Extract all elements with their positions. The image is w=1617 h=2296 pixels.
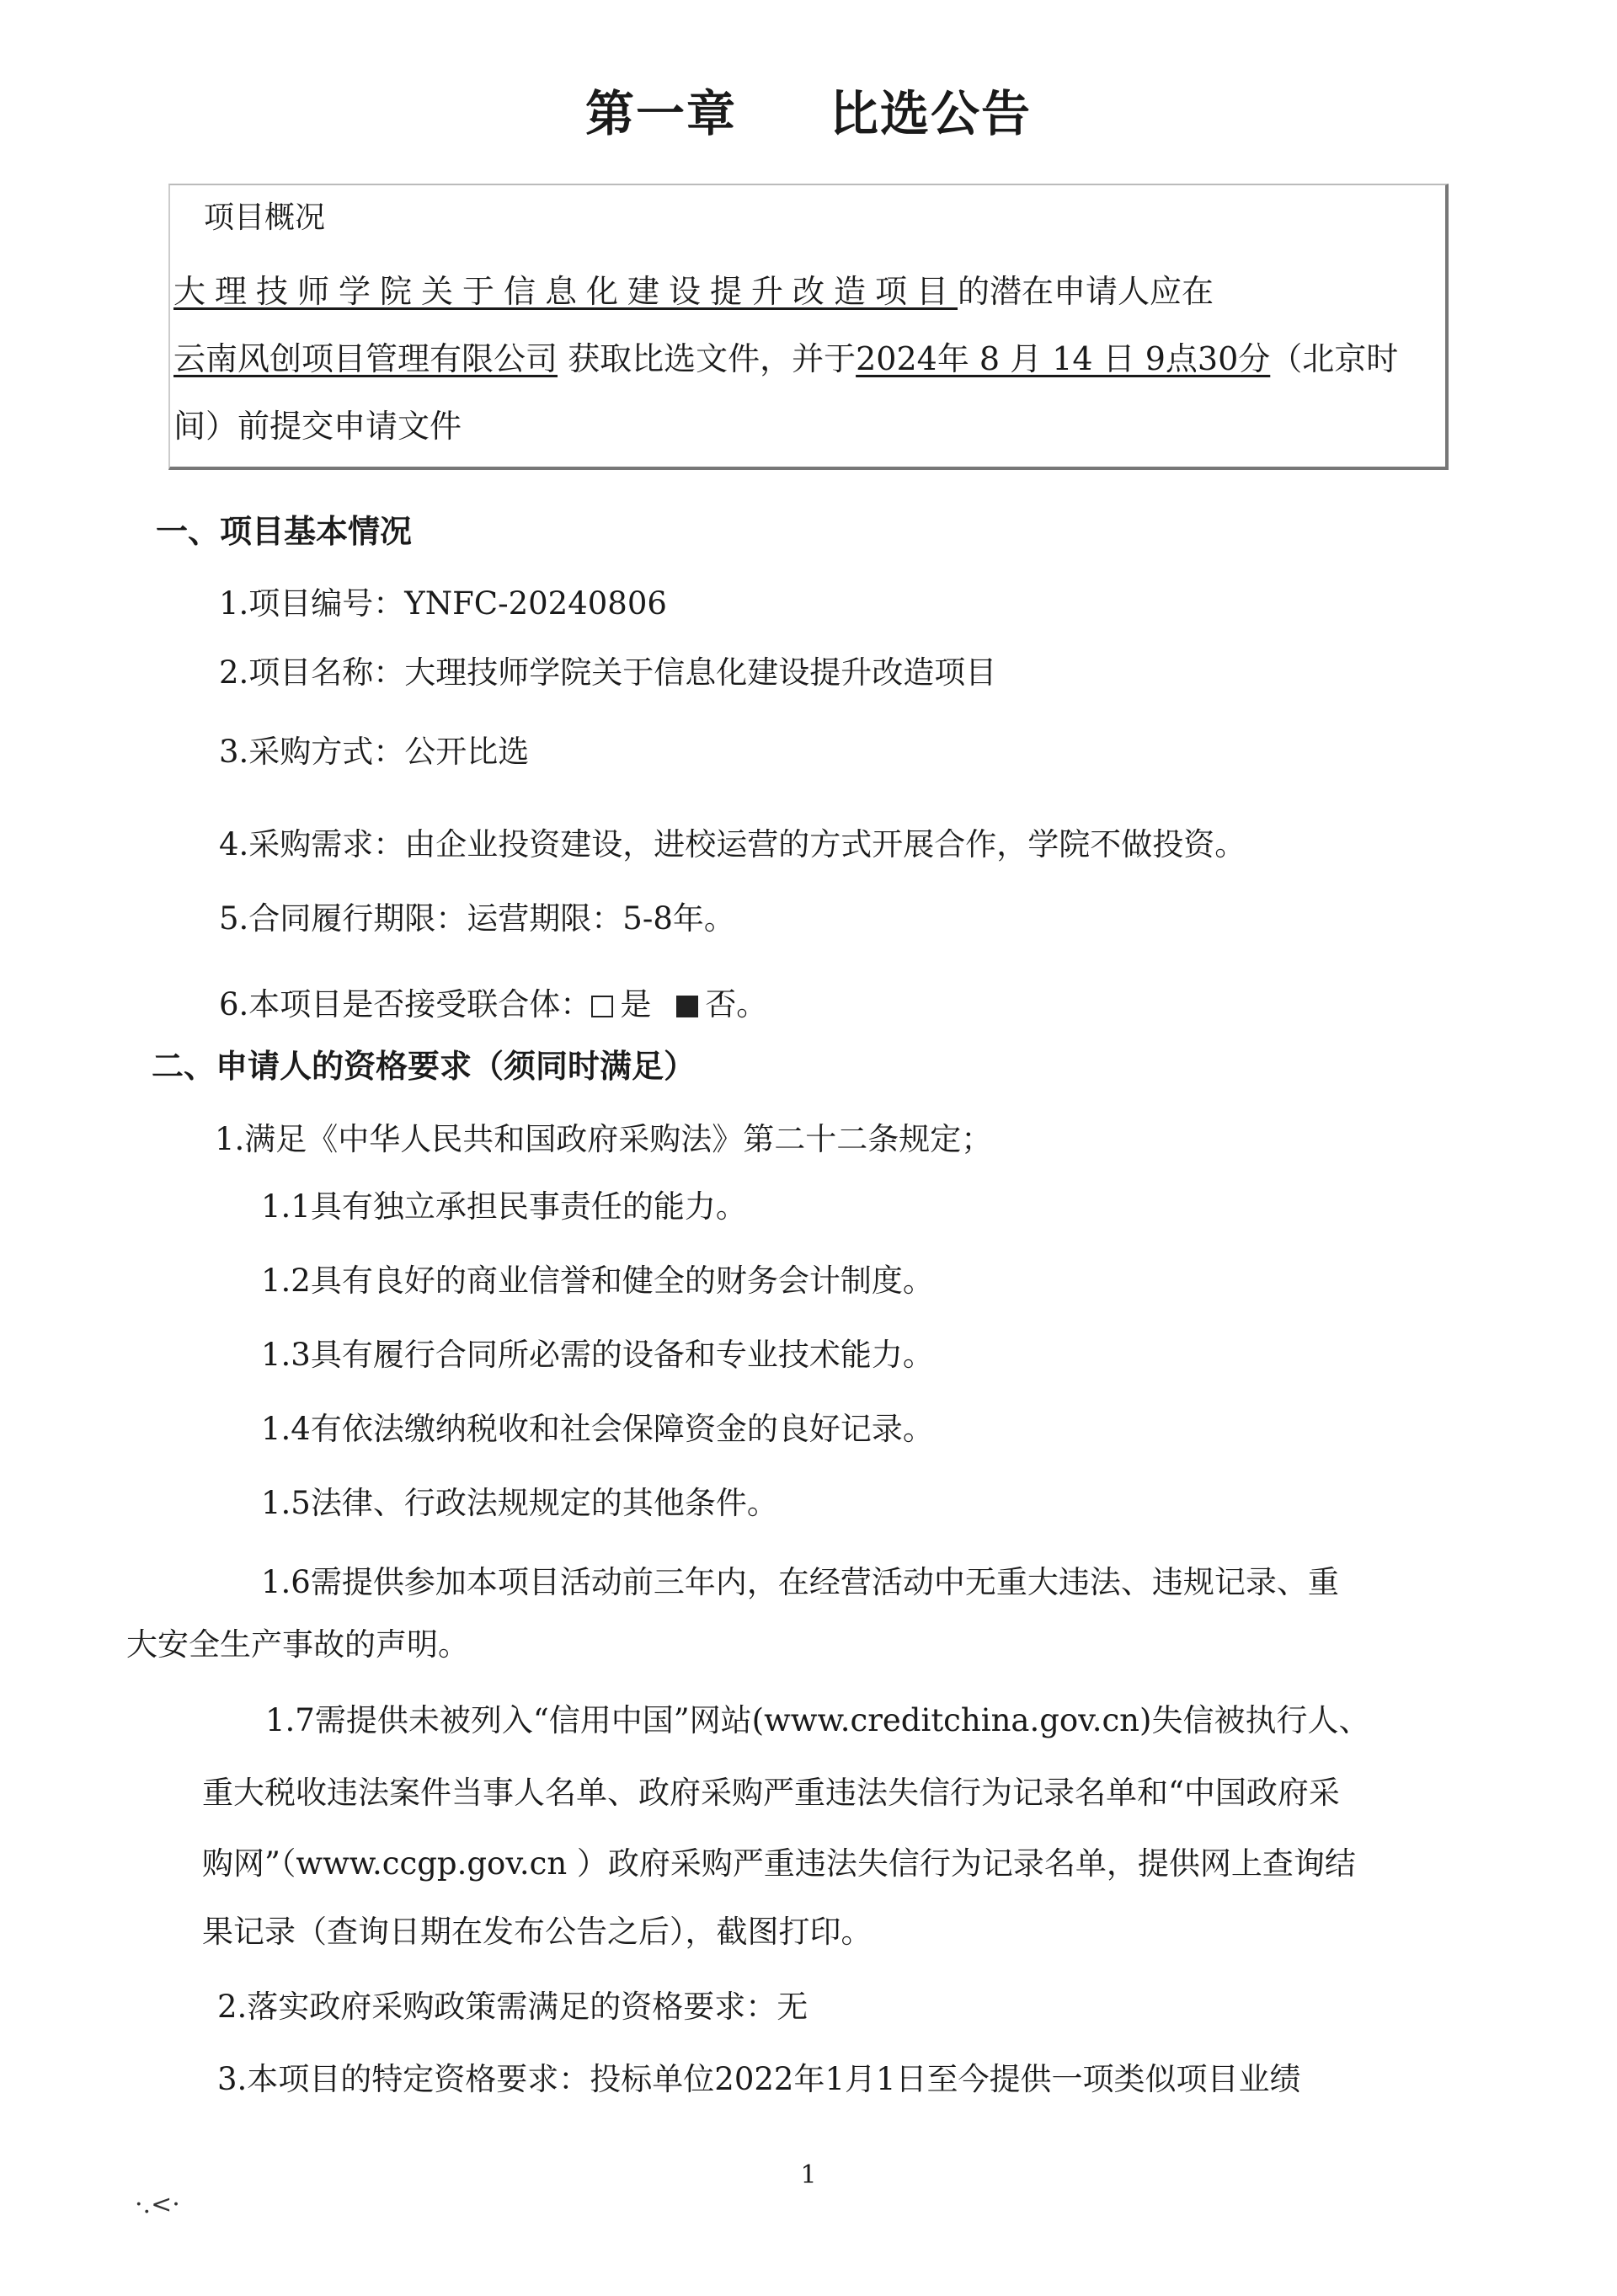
section-2-sub-1-1: 1.1具有独立承担民事责任的能力。: [261, 1188, 747, 1225]
section-1-item-3: 3.采购方式：公开比选: [219, 734, 530, 770]
chapter-name: 比选公告: [830, 85, 1033, 142]
section-2-item-1: 1.满足《中华人民共和国政府采购法》第二十二条规定；: [215, 1121, 993, 1157]
overview-text-2: 获取比选文件，并于: [558, 340, 857, 377]
consortium-question: 6.本项目是否接受联合体：: [219, 986, 592, 1023]
section-2-sub-1-5: 1.5法律、行政法规规定的其他条件。: [261, 1485, 778, 1521]
overview-line-1: [173, 265, 1214, 312]
section-2-sub-1-4: 1.4有依法缴纳税收和社会保障资金的良好记录。: [261, 1411, 934, 1447]
overview-deadline: 2024年 8 月 14 日 9点30分: [856, 340, 1271, 377]
section-1-item-1: 1.项目编号：YNFC-20240806: [219, 585, 667, 622]
section-2-sub-1-2: 1.2具有良好的商业信誉和健全的财务会计制度。: [261, 1263, 934, 1299]
section-1-item-2: 2.项目名称：大理技师学院关于信息化建设提升改造项目: [219, 654, 997, 691]
chapter-number: 第一章: [584, 85, 737, 142]
overview-line-2: [173, 333, 1398, 379]
section-2-sub-1-7-line-1: 1.7需提供未被列入“信用中国”网站(www.creditchina.gov.cn)失信被执行人、: [265, 1702, 1370, 1738]
overview-line-3: 间）前提交申请文件: [173, 408, 462, 445]
section-2-sub-1-6-line-1: 1.6需提供参加本项目活动前三年内，在经营活动中无重大违法、违规记录、重: [261, 1564, 1339, 1600]
project-overview-box: [168, 184, 1449, 470]
section-2-item-3: 3.本项目的特定资格要求：投标单位2022年1月1日至今提供一项类似项目业绩: [217, 2061, 1301, 2097]
page-number: 1: [800, 2160, 817, 2190]
section-2-item-2: 2.落实政府采购政策需满足的资格要求：无: [217, 1989, 808, 2025]
scan-mark: ·.<·: [135, 2190, 180, 2219]
overview-agency: 云南风创项目管理有限公司: [173, 340, 558, 377]
overview-text-1: 的潜在申请人应在: [958, 273, 1214, 310]
section-2-sub-1-7-line-3: 购网”（www.ccgp.gov.cn ）政府采购严重违法失信行为记录名单，提供网上查询结: [202, 1845, 1356, 1882]
section-1-item-6: [219, 979, 767, 1024]
overview-project-name: 大理技师学院关于信息化建设提升改造项目: [173, 273, 958, 310]
section-1-heading: 一、项目基本情况: [156, 513, 413, 550]
overview-text-3: （北京时: [1270, 340, 1399, 377]
section-2-sub-1-7-line-2: 重大税收违法案件当事人名单、政府采购严重违法失信行为记录名单和“中国政府采: [202, 1775, 1340, 1811]
checkbox-yes: [591, 996, 613, 1017]
checkbox-no-checked: [676, 996, 698, 1017]
checkbox-yes-label: 是: [620, 986, 652, 1023]
checkbox-no-label: 否。: [705, 986, 768, 1023]
section-1-item-5: 5.合同履行期限：运营期限：5-8年。: [219, 900, 735, 937]
section-2-sub-1-6-line-2: 大安全生产事故的声明。: [126, 1626, 469, 1663]
section-2-heading: 二、申请人的资格要求（须同时满足）: [152, 1048, 696, 1085]
chapter-title: [0, 74, 1617, 145]
section-2-sub-1-3: 1.3具有履行合同所必需的设备和专业技术能力。: [261, 1337, 934, 1373]
section-2-sub-1-7-line-4: 果记录（查询日期在发布公告之后），截图打印。: [202, 1914, 873, 1950]
overview-label: 项目概况: [204, 200, 326, 235]
section-1-item-4: 4.采购需求：由企业投资建设，进校运营的方式开展合作，学院不做投资。: [219, 826, 1246, 862]
